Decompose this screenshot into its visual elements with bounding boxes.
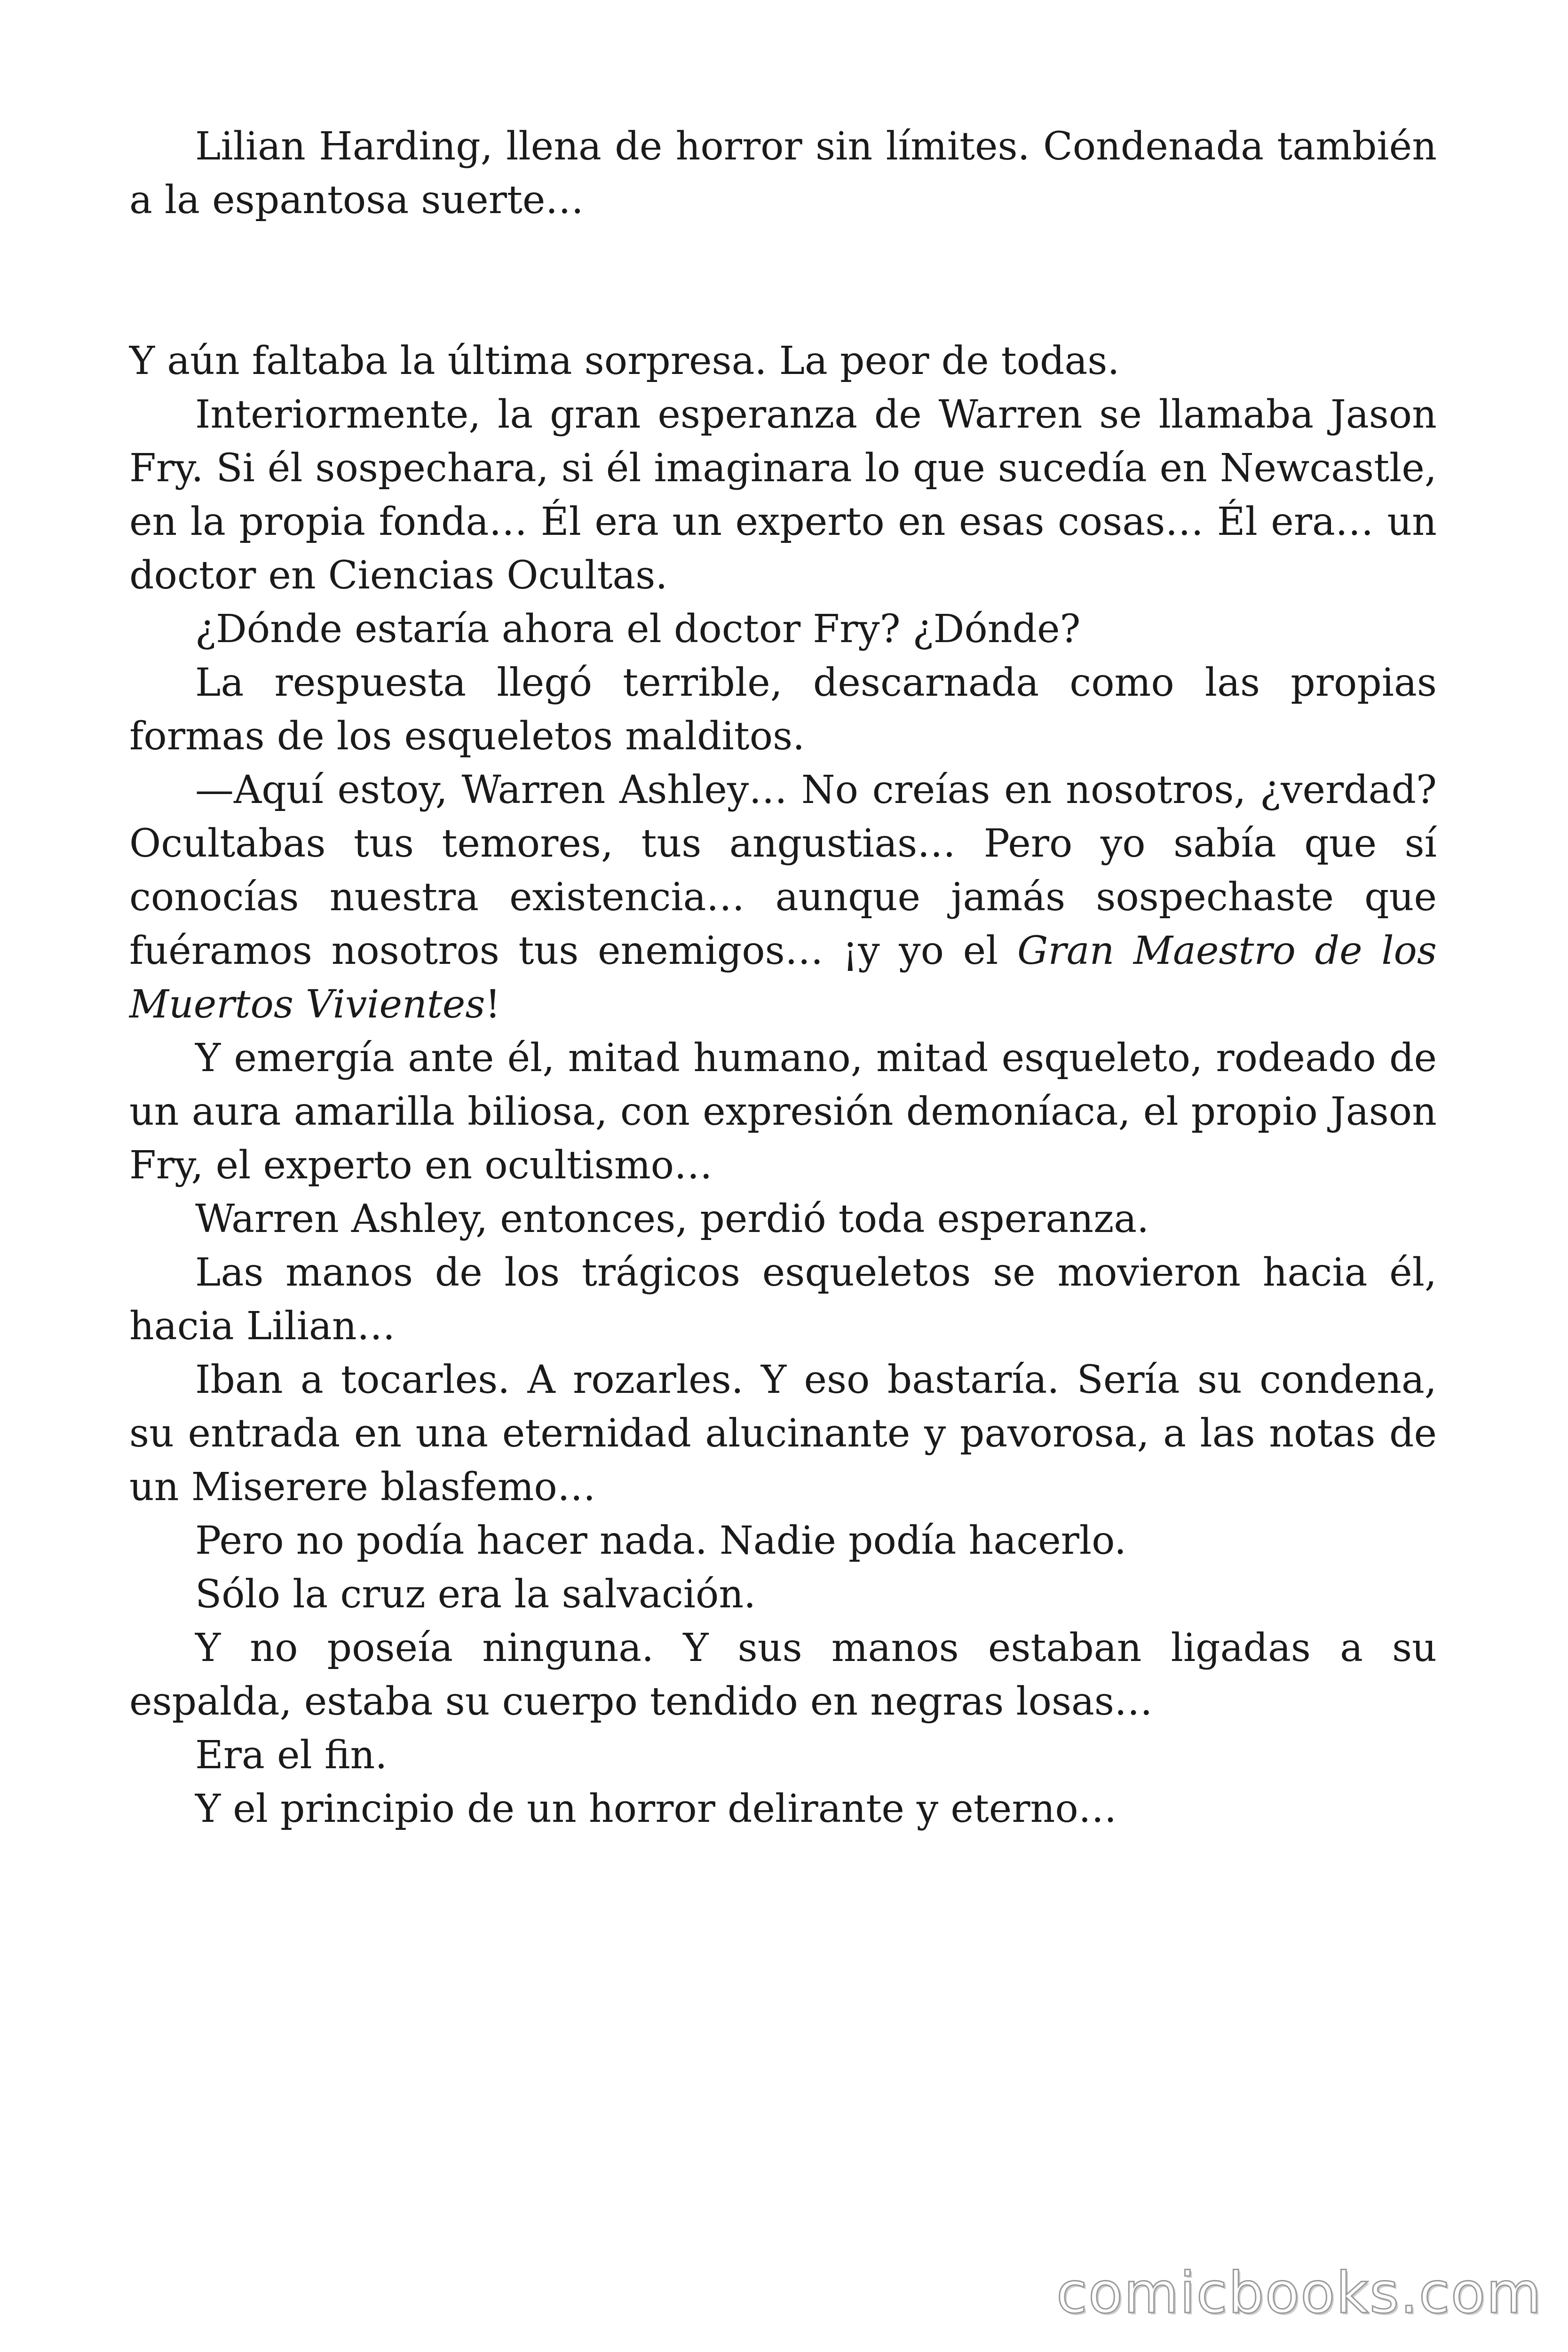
watermark-logo: comicbooks.com bbox=[1056, 2261, 1542, 2326]
paragraph-dialogue bbox=[129, 763, 1437, 1032]
paragraph: Y no poseía ninguna. Y sus manos estaban ligadas a su espalda, estaba su cuerpo tendido en negras losas… bbox=[129, 1626, 1437, 1724]
paragraph: Pero no podía hacer nada. Nadie podía hacerlo. bbox=[195, 1518, 1127, 1563]
paragraph: ¿Dónde estaría ahora el doctor Fry? ¿Dónde? bbox=[195, 607, 1081, 652]
paragraph: Interiormente, la gran esperanza de Warren se llamaba Jason Fry. Si él sospechara, si él imaginara lo que sucedía en Newcastle, en la propia fonda… Él era un experto en esas cosas… Él era… un doctor en Ciencias Ocultas. bbox=[129, 392, 1437, 598]
paragraph: Las manos de los trágicos esqueletos se movieron hacia él, hacia Lilian… bbox=[129, 1250, 1437, 1349]
paragraph: Y emergía ante él, mitad humano, mitad esqueleto, rodeado de un aura amarilla biliosa, con expresión demoníaca, el propio Jason Fry, el experto en ocultismo… bbox=[129, 1036, 1437, 1188]
paragraph: Era el fin. bbox=[195, 1733, 388, 1778]
dialogue-text: —Aquí estoy, Warren Ashley… No creías en nosotros, ¿verdad? Ocultabas tus temores, tus angustias… Pero yo sabía que sí conocías nuestra existencia… aunque jamás sospechaste que fuéramos nosotros tus enemigos… ¡y yo el bbox=[129, 768, 1437, 973]
page-body-text bbox=[129, 120, 1437, 1836]
paragraph: Iban a tocarles. A rozarles. Y eso bastaría. Sería su condena, su entrada en una eternidad alucinante y pavorosa, a las notas de un Miserere blasfemo… bbox=[129, 1358, 1437, 1510]
paragraph: Lilian Harding, llena de horror sin límites. Condenada también a la espantosa suerte… bbox=[129, 124, 1437, 222]
dialogue-end: ! bbox=[485, 982, 501, 1027]
italic-title: Gran Maestro de los Muertos Vivientes bbox=[129, 929, 1437, 1027]
paragraph: La respuesta llegó terrible, descarnada como las propias formas de los esqueletos malditos. bbox=[129, 660, 1437, 759]
paragraph: Sólo la cruz era la salvación. bbox=[195, 1572, 756, 1617]
paragraph: Y aún faltaba la última sorpresa. La peor de todas. bbox=[129, 339, 1120, 383]
paragraph: Y el principio de un horror delirante y eterno… bbox=[195, 1787, 1117, 1831]
paragraph: Warren Ashley, entonces, perdió toda esperanza. bbox=[195, 1197, 1149, 1241]
